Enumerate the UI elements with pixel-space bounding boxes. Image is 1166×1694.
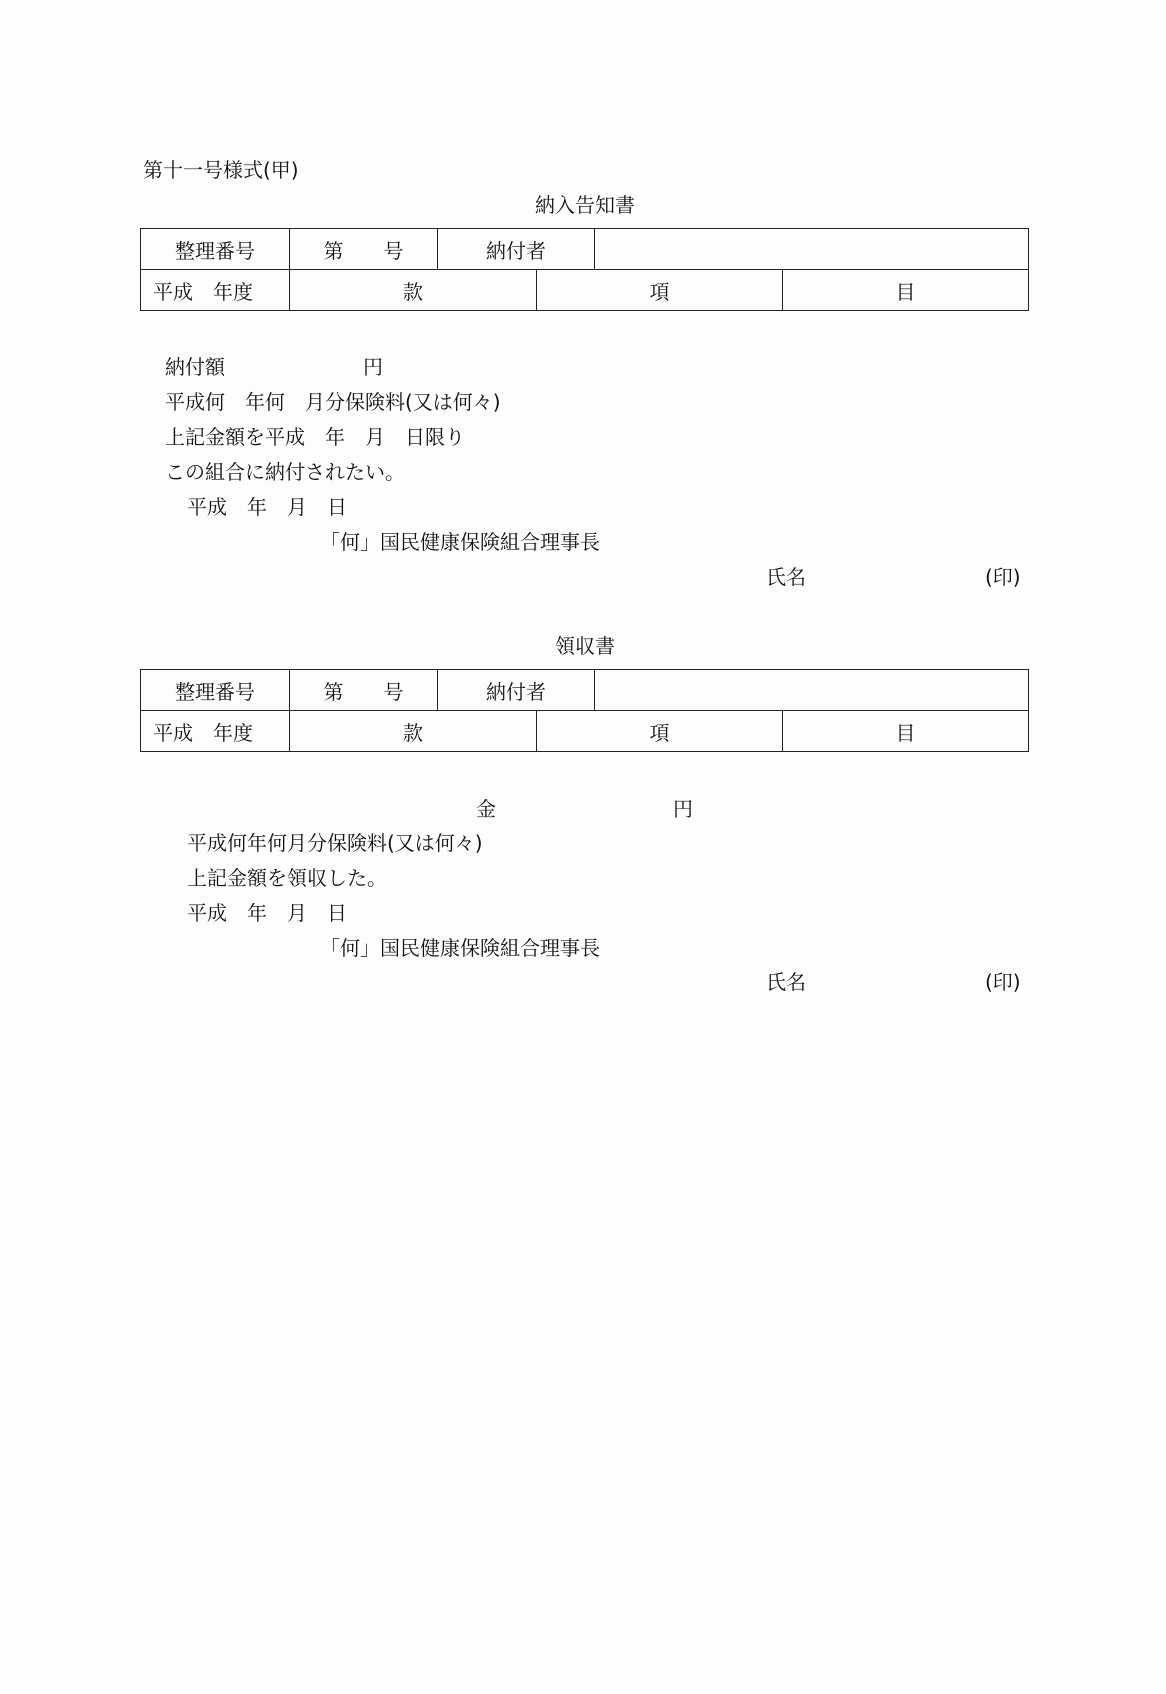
table-row [141,229,1029,270]
name-label: 氏名 [766,970,806,994]
kou-cell: 項 [537,711,783,752]
issuer-line: 「何」国民健康保険組合理事長 [320,530,600,554]
name-label: 氏名 [766,565,806,589]
kou-cell: 項 [537,270,783,311]
table-row [141,711,1029,752]
moku-cell: 目 [783,711,1029,752]
amount-label: 金 [476,797,496,821]
due-line: 上記金額を平成 年 月 日限り [165,425,465,449]
moku-cell: 目 [783,270,1029,311]
yen-label: 円 [363,355,383,379]
table-row [141,270,1029,311]
kan-cell: 款 [290,711,537,752]
ref-number-label: 整理番号 [141,670,290,711]
notice-title: 納入告知書 [535,193,635,217]
form-id: 第十一号様式(甲) [143,158,299,182]
date-line: 平成 年 月 日 [187,901,347,925]
table-row [141,670,1029,711]
kan-cell: 款 [290,270,537,311]
received-line: 上記金額を領収した。 [187,866,387,890]
request-line: この組合に納付されたい。 [165,460,405,484]
fiscal-year-cell: 平成 年度 [141,711,290,752]
receipt-title: 領収書 [555,634,615,658]
ref-number-label: 整理番号 [141,229,290,270]
fiscal-year-cell: 平成 年度 [141,270,290,311]
seal-label: (印) [985,970,1021,994]
date-line: 平成 年 月 日 [187,495,347,519]
payer-field [595,670,1029,711]
number-cell: 第 号 [290,670,438,711]
notice-table [140,228,1029,311]
amount-label: 納付額 [165,355,225,379]
number-cell: 第 号 [290,229,438,270]
seal-label: (印) [985,565,1021,589]
issuer-line: 「何」国民健康保険組合理事長 [320,936,600,960]
payer-label: 納付者 [438,229,595,270]
period-line: 平成何 年何 月分保険料(又は何々) [165,390,501,414]
receipt-table [140,669,1029,752]
payer-label: 納付者 [438,670,595,711]
period-line: 平成何年何月分保険料(又は何々) [187,831,483,855]
yen-label: 円 [673,797,693,821]
payer-field [595,229,1029,270]
